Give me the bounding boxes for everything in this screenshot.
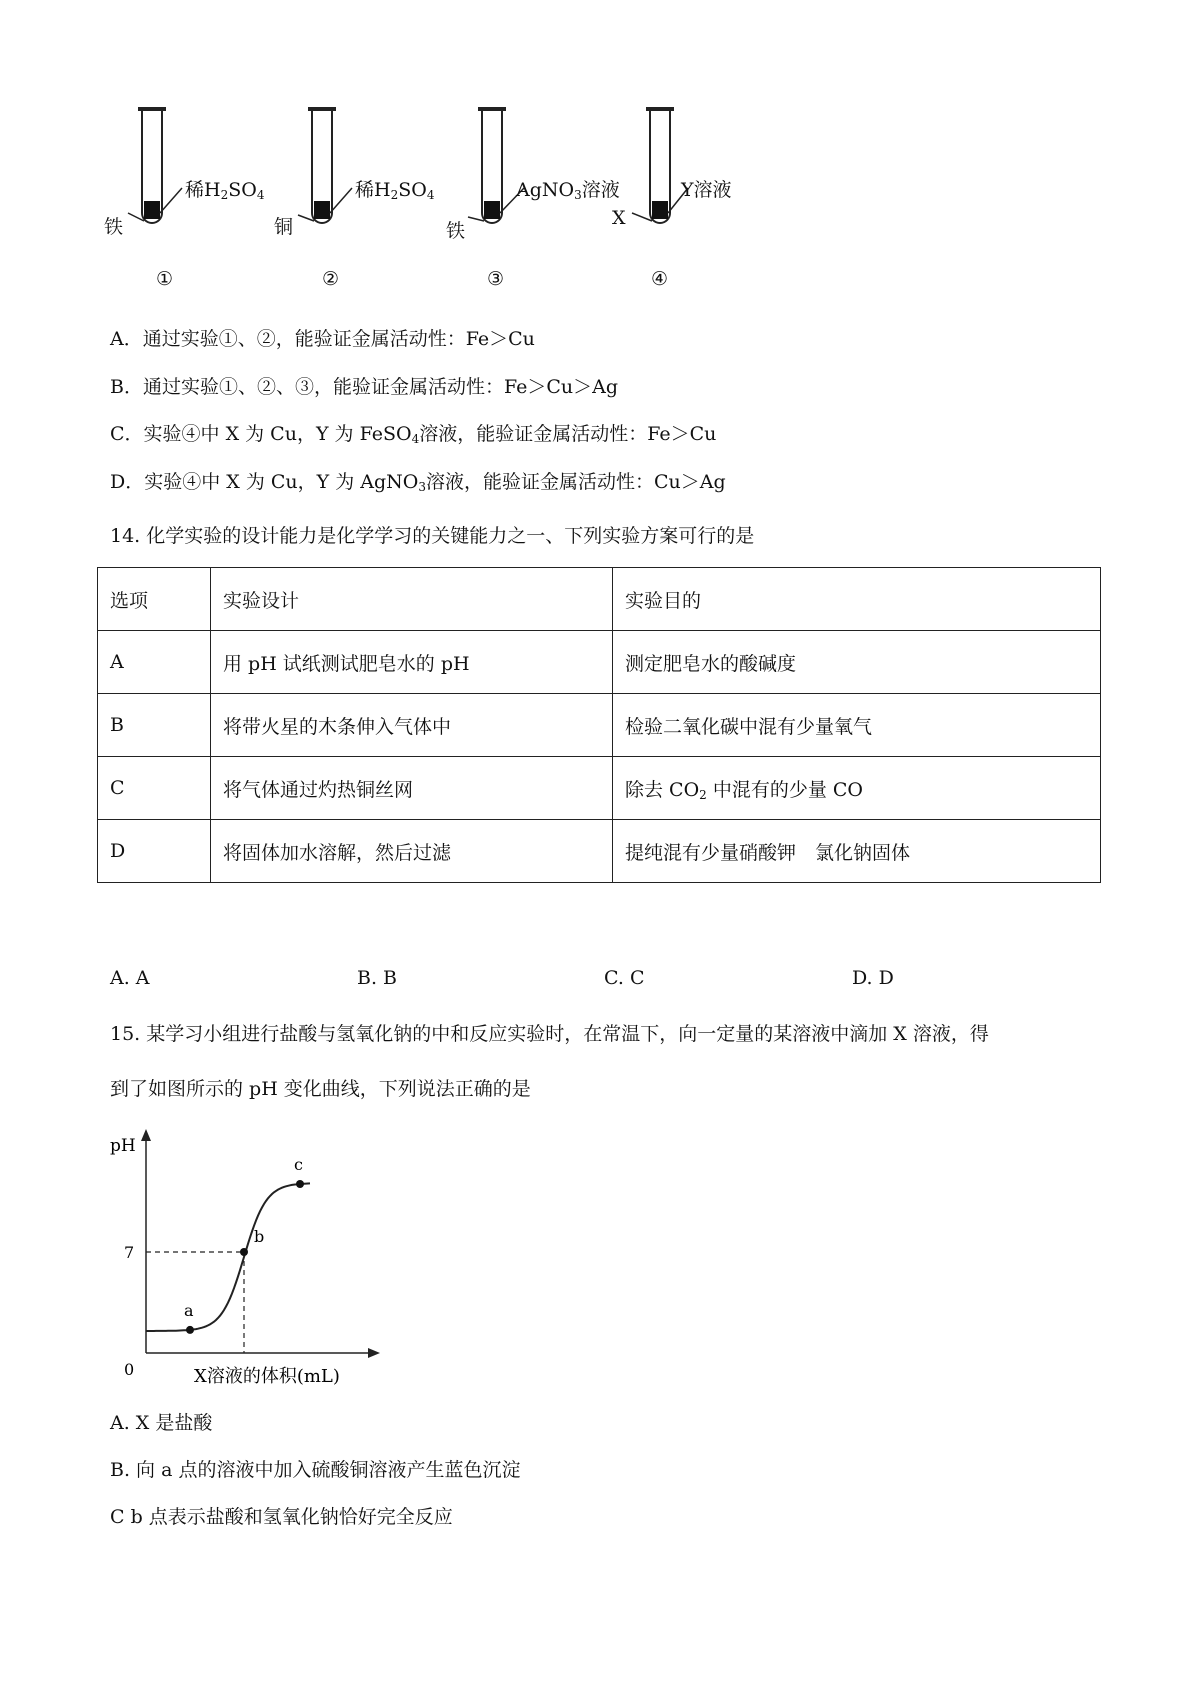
table-row — [98, 757, 1101, 820]
q14-table — [97, 567, 1101, 883]
tube2-solution-label: 稀$H_2SO_4$ — [355, 179, 435, 202]
tube3-metal-label: 铁 — [446, 220, 466, 242]
q15-option-a: A. X 是盐酸 — [110, 1412, 213, 1434]
origin-label: 0 — [124, 1360, 135, 1379]
q14-choice-b: B. B — [357, 967, 398, 989]
q14-choice-a: A. A — [110, 967, 150, 989]
ph-curve — [146, 1183, 310, 1331]
table-cell-option: A — [98, 631, 211, 694]
table-cell-goal: 提纯混有少量硝酸钾 氯化钠固体 — [613, 820, 1101, 883]
y-axis-label: pH — [110, 1136, 136, 1156]
x-axis-arrow — [368, 1348, 380, 1358]
y-axis-arrow — [141, 1129, 151, 1141]
table-cell-option: D — [98, 820, 211, 883]
test-tube-1 — [138, 107, 166, 223]
q13-option-b: B．通过实验①、②、③，能验证金属活动性：Fe＞Cu＞Ag — [110, 376, 619, 398]
q15-stem-line1: 15. 某学习小组进行盐酸与氢氧化钠的中和反应实验时，在常温下，向一定量的某溶液中滴加 X 溶液，得 — [110, 1023, 989, 1045]
tube2-metal-label: 铜 — [274, 216, 294, 238]
table-row — [98, 694, 1101, 757]
q13-option-a: A．通过实验①、②，能验证金属活动性：Fe＞Cu — [110, 328, 535, 350]
ph-curve-chart — [100, 1125, 400, 1390]
q14-choice-c: C. C — [604, 967, 645, 989]
point-a-label: a — [184, 1300, 194, 1320]
table-header-cell: 实验设计 — [211, 568, 613, 631]
point-a — [186, 1326, 194, 1334]
table-header-row — [98, 568, 1101, 631]
q13-option-c: C．实验④中 X 为 Cu，Y 为 FeSO$_4$溶液，能验证金属活动性：Fe＞Cu — [110, 423, 717, 446]
point-b-label: b — [254, 1227, 265, 1246]
table-header-cell: 选项 — [98, 568, 211, 631]
tube4-number: ④ — [651, 268, 669, 290]
table-cell-goal: 除去 $CO_2$ 中混有的少量 CO — [613, 757, 1101, 820]
table-cell-option: C — [98, 757, 211, 820]
q13-option-d: D．实验④中 X 为 Cu，Y 为 AgNO$_3$溶液，能验证金属活动性：Cu＞Ag — [110, 471, 726, 494]
q14-stem: 14. 化学实验的设计能力是化学学习的关键能力之一、下列实验方案可行的是 — [110, 525, 755, 547]
tube1-solution-label: 稀$H_2SO_4$ — [185, 179, 265, 202]
tube3-solution-label: AgNO$_3$溶液 — [516, 179, 620, 202]
table-cell-goal: 检验二氧化碳中混有少量氧气 — [613, 694, 1101, 757]
tube1-metal-label: 铁 — [104, 216, 124, 238]
table-row — [98, 820, 1101, 883]
q15-option-c: C b 点表示盐酸和氢氧化钠恰好完全反应 — [110, 1506, 453, 1528]
tube4-solution-label: Y溶液 — [681, 179, 732, 201]
q15-stem-line2: 到了如图所示的 pH 变化曲线，下列说法正确的是 — [110, 1078, 531, 1100]
table-row — [98, 631, 1101, 694]
point-c — [296, 1180, 304, 1188]
y-tick-7: 7 — [124, 1243, 135, 1262]
tube1-number: ① — [156, 268, 174, 290]
table-cell-option: B — [98, 694, 211, 757]
x-axis-label: X溶液的体积(mL) — [194, 1366, 340, 1387]
table-cell-design: 将带火星的木条伸入气体中 — [211, 694, 613, 757]
tube4-metal-label: X — [612, 207, 626, 229]
table-cell-goal: 测定肥皂水的酸碱度 — [613, 631, 1101, 694]
table-cell-design: 将气体通过灼热铜丝网 — [211, 757, 613, 820]
table-cell-design: 用 pH 试纸测试肥皂水的 pH — [211, 631, 613, 694]
tube2-number: ② — [322, 268, 340, 290]
point-b — [240, 1248, 248, 1256]
test-tube-3 — [478, 107, 506, 223]
point-c-label: c — [294, 1155, 303, 1174]
q14-choice-d: D. D — [852, 967, 894, 989]
test-tube-2 — [308, 107, 336, 223]
test-tube-4 — [646, 107, 674, 223]
tube3-number: ③ — [487, 268, 505, 290]
table-header-cell: 实验目的 — [613, 568, 1101, 631]
table-cell-design: 将固体加水溶解，然后过滤 — [211, 820, 613, 883]
q15-option-b: B. 向 a 点的溶液中加入硫酸铜溶液产生蓝色沉淀 — [110, 1459, 521, 1481]
